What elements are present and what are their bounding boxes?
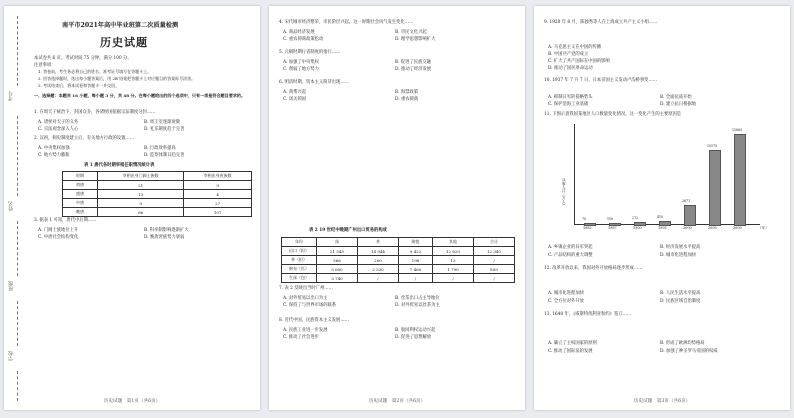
q10-option-d: D. 建立抗日根据地 bbox=[660, 102, 697, 107]
q2-option-c: C. 地方势力膨胀 bbox=[38, 153, 70, 158]
q4-option-c: C. 重农抑商政策松动 bbox=[283, 37, 324, 42]
question-3-stem: 3. 据表 1 可知，唐代中后期…… bbox=[34, 218, 97, 223]
q7-option-b: B. 丝茶出口占主导地位 bbox=[395, 296, 440, 301]
chart-bar bbox=[734, 134, 746, 226]
table-2-header: 陶瓷 bbox=[398, 238, 432, 247]
intro-line: 本试卷共 6 页。考试时间 75 分钟，满分 100 分。 bbox=[34, 56, 132, 61]
table-1-caption: 表 1 唐代各时期宰相任职情况统计表 bbox=[84, 163, 155, 168]
q8-option-c: C. 推动了社会进步 bbox=[283, 335, 319, 340]
q9-option-a: A. 马克思主义在中国的传播 bbox=[548, 45, 602, 50]
table-2-cell: 21 543 bbox=[317, 247, 358, 256]
table-1-cell: 21 bbox=[98, 181, 184, 190]
q2-option-b: B. 行政效率提高 bbox=[144, 146, 176, 151]
chart-ylabel: 从事人口（万人） bbox=[562, 178, 567, 207]
table-2-header: 年份 bbox=[282, 238, 317, 247]
q1-option-a: A. 诸侯对天子的义务 bbox=[38, 120, 79, 125]
q13-option-b: B. 形成了欧洲均势格局 bbox=[660, 341, 705, 346]
exam-page-3 bbox=[534, 6, 790, 410]
q3-option-d: D. 晚唐庶族势力衰弱 bbox=[144, 235, 185, 240]
q2-option-d: D. 监察体制日趋完善 bbox=[144, 153, 185, 158]
table-1-cell: 107 bbox=[184, 208, 252, 217]
table-2-cell: 200 bbox=[357, 256, 398, 265]
table-1-header: 时期 bbox=[63, 172, 98, 181]
table-1-cell: 9 bbox=[184, 181, 252, 190]
table-1-header: 宰相出身庶族数 bbox=[184, 172, 252, 181]
binding-label-school: 学校 bbox=[8, 351, 14, 361]
q12-option-d: D. 民族区域自治制度 bbox=[660, 299, 701, 304]
q11-option-a: A. 乡镇企业的异军突起 bbox=[548, 245, 593, 250]
chart-tick-label: 2000 bbox=[683, 226, 692, 230]
table-1-cell: 13 bbox=[98, 190, 184, 199]
binding-label-name: 姓名 bbox=[8, 201, 14, 211]
chart-tick-label: 2005 bbox=[708, 226, 717, 230]
table-2-cell: 1 790 bbox=[433, 265, 474, 274]
question-9-stem: 9. 1920 年 8 月，陈独秀等人在上海成立共产主义小组…… bbox=[544, 20, 658, 25]
exam-page-1 bbox=[4, 6, 260, 410]
chart-data-label: 410 bbox=[657, 215, 664, 220]
question-1-stem: 1. 在周天子统治下，封国众多，各诸侯国依据宗法制度分封…… bbox=[34, 110, 156, 115]
chart-xlabel: （年） bbox=[758, 226, 769, 230]
table-1 bbox=[62, 171, 252, 217]
question-2-stem: 2. 汉初，刺史制度建立后，有关地方行政的设置…… bbox=[34, 136, 134, 141]
chart-data-label: 10575 bbox=[707, 144, 718, 149]
question-6-stem: 6. 明清时期，资本主义萌芽出现…… bbox=[279, 80, 349, 85]
table-2-cell: 2 530 bbox=[357, 265, 398, 274]
q13-option-c: C. 推动了国际法的发展 bbox=[548, 349, 593, 354]
question-4-stem: 4. 宋代城市经济繁荣，市民阶层兴起，这一时期社会风气发生变化…… bbox=[279, 20, 414, 25]
table-2-cell: 7 460 bbox=[398, 265, 432, 274]
table-1-cell: 晚唐 bbox=[63, 208, 98, 217]
exam-page-2 bbox=[269, 6, 525, 410]
q6-option-a: A. 商帮兴起 bbox=[283, 90, 307, 95]
q9-option-b: B. 中国共产党的成立 bbox=[548, 52, 589, 57]
question-13-stem: 13. 1648 年，《威斯特伐利亚和约》签订…… bbox=[544, 312, 632, 317]
table-1-cell: 9 bbox=[98, 199, 184, 208]
table-2-cell: 12 629 bbox=[433, 247, 474, 256]
q5-option-c: C. 削弱了地方势力 bbox=[283, 67, 319, 72]
table-1-cell: 初唐 bbox=[63, 181, 98, 190]
q4-option-b: B. 市民文化兴起 bbox=[395, 30, 427, 35]
table-2-header: 其他 bbox=[433, 238, 474, 247]
q10-option-a: A. 抑制日军的侵略势头 bbox=[548, 95, 593, 100]
q6-option-d: D. 重农抑商 bbox=[395, 97, 419, 102]
table-2-cell: / bbox=[473, 274, 514, 283]
section-heading: 一、选择题：本题共 16 小题，每小题 3 分，共 48 分。在每小题给出的四个选项中，只有一项是符合题目要求的。 bbox=[34, 93, 246, 98]
chart-tick-label: 1990 bbox=[633, 226, 642, 230]
question-11-stem: 11. 下图示意我国某地区人口数量变化情况，这一变化产生的主要原因是 bbox=[544, 112, 682, 117]
q8-option-d: D. 促进了思想解放 bbox=[395, 335, 432, 340]
table-2-header: 丝 bbox=[317, 238, 358, 247]
q13-option-d: D. 加强了神圣罗马帝国的权威 bbox=[660, 349, 718, 354]
binding-dashline bbox=[17, 301, 18, 346]
table-2-cell: 出口（担） bbox=[282, 247, 317, 256]
q1-option-c: C. 宗法观念深入人心 bbox=[38, 127, 79, 132]
q7-option-d: D. 对外贸易以丝茶为主 bbox=[395, 303, 440, 308]
q9-option-d: D. 推动了国民革命运动 bbox=[548, 66, 593, 71]
q2-option-a: A. 中央集权加强 bbox=[38, 146, 70, 151]
page-footer: 历史试题 第1页（共6页） bbox=[103, 399, 161, 404]
table-2-cell: 9 422 bbox=[398, 247, 432, 256]
binding-label-class: 班级 bbox=[8, 281, 14, 291]
q1-option-b: B. 周王室逐渐衰微 bbox=[144, 120, 180, 125]
binding-dashline bbox=[17, 116, 18, 196]
table-2-cell: 生丝（包） bbox=[282, 274, 317, 283]
q3-option-c: C. 中唐社会结构变化 bbox=[38, 235, 79, 240]
q3-option-b: B. 科举制影响逐渐扩大 bbox=[144, 228, 189, 233]
chart-tick-label: 2009 bbox=[733, 226, 742, 230]
binding-margin bbox=[6, 6, 28, 410]
table-2-cell: 12 340 bbox=[473, 247, 514, 256]
chart-data-label: 2671 bbox=[682, 199, 691, 204]
q12-option-a: A. 城市化进程加快 bbox=[548, 291, 584, 296]
binding-dashline bbox=[17, 221, 18, 276]
q12-option-b: B. 人民生活水平提高 bbox=[660, 291, 701, 296]
table-1-header: 宰相出身门阀士族数 bbox=[98, 172, 184, 181]
q6-option-c: C. 闭关锁国 bbox=[283, 97, 307, 102]
q6-option-b: B. 海禁政策 bbox=[395, 90, 419, 95]
table-1-cell: 66 bbox=[98, 208, 184, 217]
q5-option-b: B. 促进了民族交融 bbox=[395, 60, 431, 65]
q10-option-c: C. 保护沿海工业基础 bbox=[548, 102, 589, 107]
q13-option-a: A. 确立了主权国家的原则 bbox=[548, 341, 597, 346]
q11-option-d: D. 城市化进程加快 bbox=[660, 253, 697, 258]
q1-option-d: D. 礼乐制度趋于完善 bbox=[144, 127, 185, 132]
chart-data-label: 70 bbox=[582, 216, 587, 221]
table-1-cell: 27 bbox=[184, 199, 252, 208]
question-8-stem: 8. 近代中国，民族资本主义发展…… bbox=[279, 318, 349, 323]
question-10-stem: 10. 1937 年 7 月 7 日，日本帝国主义发动卢沟桥事变…… bbox=[544, 78, 658, 83]
binding-dashline bbox=[17, 16, 18, 86]
q3-option-a: A. 门阀士族地位上升 bbox=[38, 228, 79, 233]
table-2-header: 茶 bbox=[357, 238, 398, 247]
q9-option-c: C. 扩大了共产国际在中国的影响 bbox=[548, 59, 610, 64]
table-2-caption: 表 2 19 世纪中晚期广州出口贸易的构成 bbox=[309, 228, 387, 233]
q5-option-a: A. 加强了中央集权 bbox=[283, 60, 319, 65]
chart-y-axis bbox=[574, 124, 575, 224]
table-2-cell: 棉布（匹） bbox=[282, 265, 317, 274]
q8-option-b: B. 收回利权运动兴起 bbox=[395, 328, 436, 333]
table-2-header: 合计 bbox=[473, 238, 514, 247]
chart-bar bbox=[684, 205, 696, 226]
table-2-cell: / bbox=[433, 274, 474, 283]
table-2-cell: / bbox=[473, 256, 514, 265]
table-2-cell: 茶（担） bbox=[282, 256, 317, 265]
table-2-cell: 14 944 bbox=[357, 247, 398, 256]
binding-label-kaohao: 考号 bbox=[8, 91, 14, 101]
exam-title: 历史试题 bbox=[100, 36, 148, 49]
q10-option-b: B. 全面抗战开始 bbox=[660, 95, 692, 100]
table-1-cell: 盛唐 bbox=[63, 190, 98, 199]
question-12-stem: 12. 改革开放以来，我国对外开放格局逐步形成…… bbox=[544, 266, 643, 271]
q7-option-a: A. 对外贸易以出口为主 bbox=[283, 296, 328, 301]
intro-line: 注意事项： bbox=[34, 63, 56, 68]
question-7-stem: 7. 表 2 反映出当时广州…… bbox=[279, 286, 333, 291]
table-2-cell: / bbox=[398, 274, 432, 283]
page-footer: 历史试题 第2页（共6页） bbox=[368, 399, 426, 404]
q8-option-a: A. 民族工业进一步发展 bbox=[283, 328, 328, 333]
q4-option-d: D. 理学思想影响扩大 bbox=[395, 37, 436, 42]
exam-header: 南平市2021年高中毕业班第二次质量检测 bbox=[62, 22, 179, 29]
q11-option-b: B. 经济发展水平提高 bbox=[660, 245, 701, 250]
binding-dashline bbox=[17, 371, 18, 401]
chart-tick-label: 1987 bbox=[608, 226, 617, 230]
chart-tick-label: 1995 bbox=[658, 226, 667, 230]
table-2-cell: 5 600 bbox=[317, 265, 358, 274]
q7-option-c: C. 保持了与世界市场的联系 bbox=[283, 303, 337, 308]
intro-line: 1. 答卷前，考生务必将自己的姓名、准考证号填写在答题卡上。 bbox=[38, 69, 152, 74]
intro-line: 3. 考试结束后，将本试卷和答题卡一并交回。 bbox=[38, 83, 120, 88]
q5-option-d: D. 推动了经济发展 bbox=[395, 67, 432, 72]
chart-tick-label: 1982 bbox=[583, 226, 592, 230]
table-2-cell: 809 bbox=[473, 265, 514, 274]
q4-option-a: A. 商品经济发展 bbox=[283, 30, 315, 35]
table-2-cell: 566 bbox=[317, 256, 358, 265]
table-1-cell: 4 bbox=[184, 190, 252, 199]
chart-data-label: 12865 bbox=[732, 128, 743, 132]
table-2-cell: / bbox=[357, 274, 398, 283]
chart-bar bbox=[709, 150, 721, 226]
population-chart bbox=[574, 124, 764, 236]
question-5-stem: 5. 元朝时期行省制度的推行…… bbox=[279, 50, 341, 55]
table-1-cell: 中唐 bbox=[63, 199, 98, 208]
chart-data-label: 150 bbox=[607, 216, 614, 221]
chart-data-label: 272 bbox=[632, 216, 639, 221]
table-2-cell: 13 bbox=[433, 256, 474, 265]
page-footer: 历史试题 第3页（共6页） bbox=[633, 399, 691, 404]
q12-option-c: C. 全方位对外开放 bbox=[548, 299, 584, 304]
table-2-cell: 3 740 bbox=[317, 274, 358, 283]
table-2 bbox=[281, 237, 515, 283]
table-2-cell: 198 bbox=[398, 256, 432, 265]
intro-line: 2. 回答选择题时，选出每小题答案后，用 2B 铅笔把答题卡上对应题目的答案标号涂黑。 bbox=[38, 76, 196, 81]
q11-option-c: C. 产品结构的重大调整 bbox=[548, 253, 593, 258]
